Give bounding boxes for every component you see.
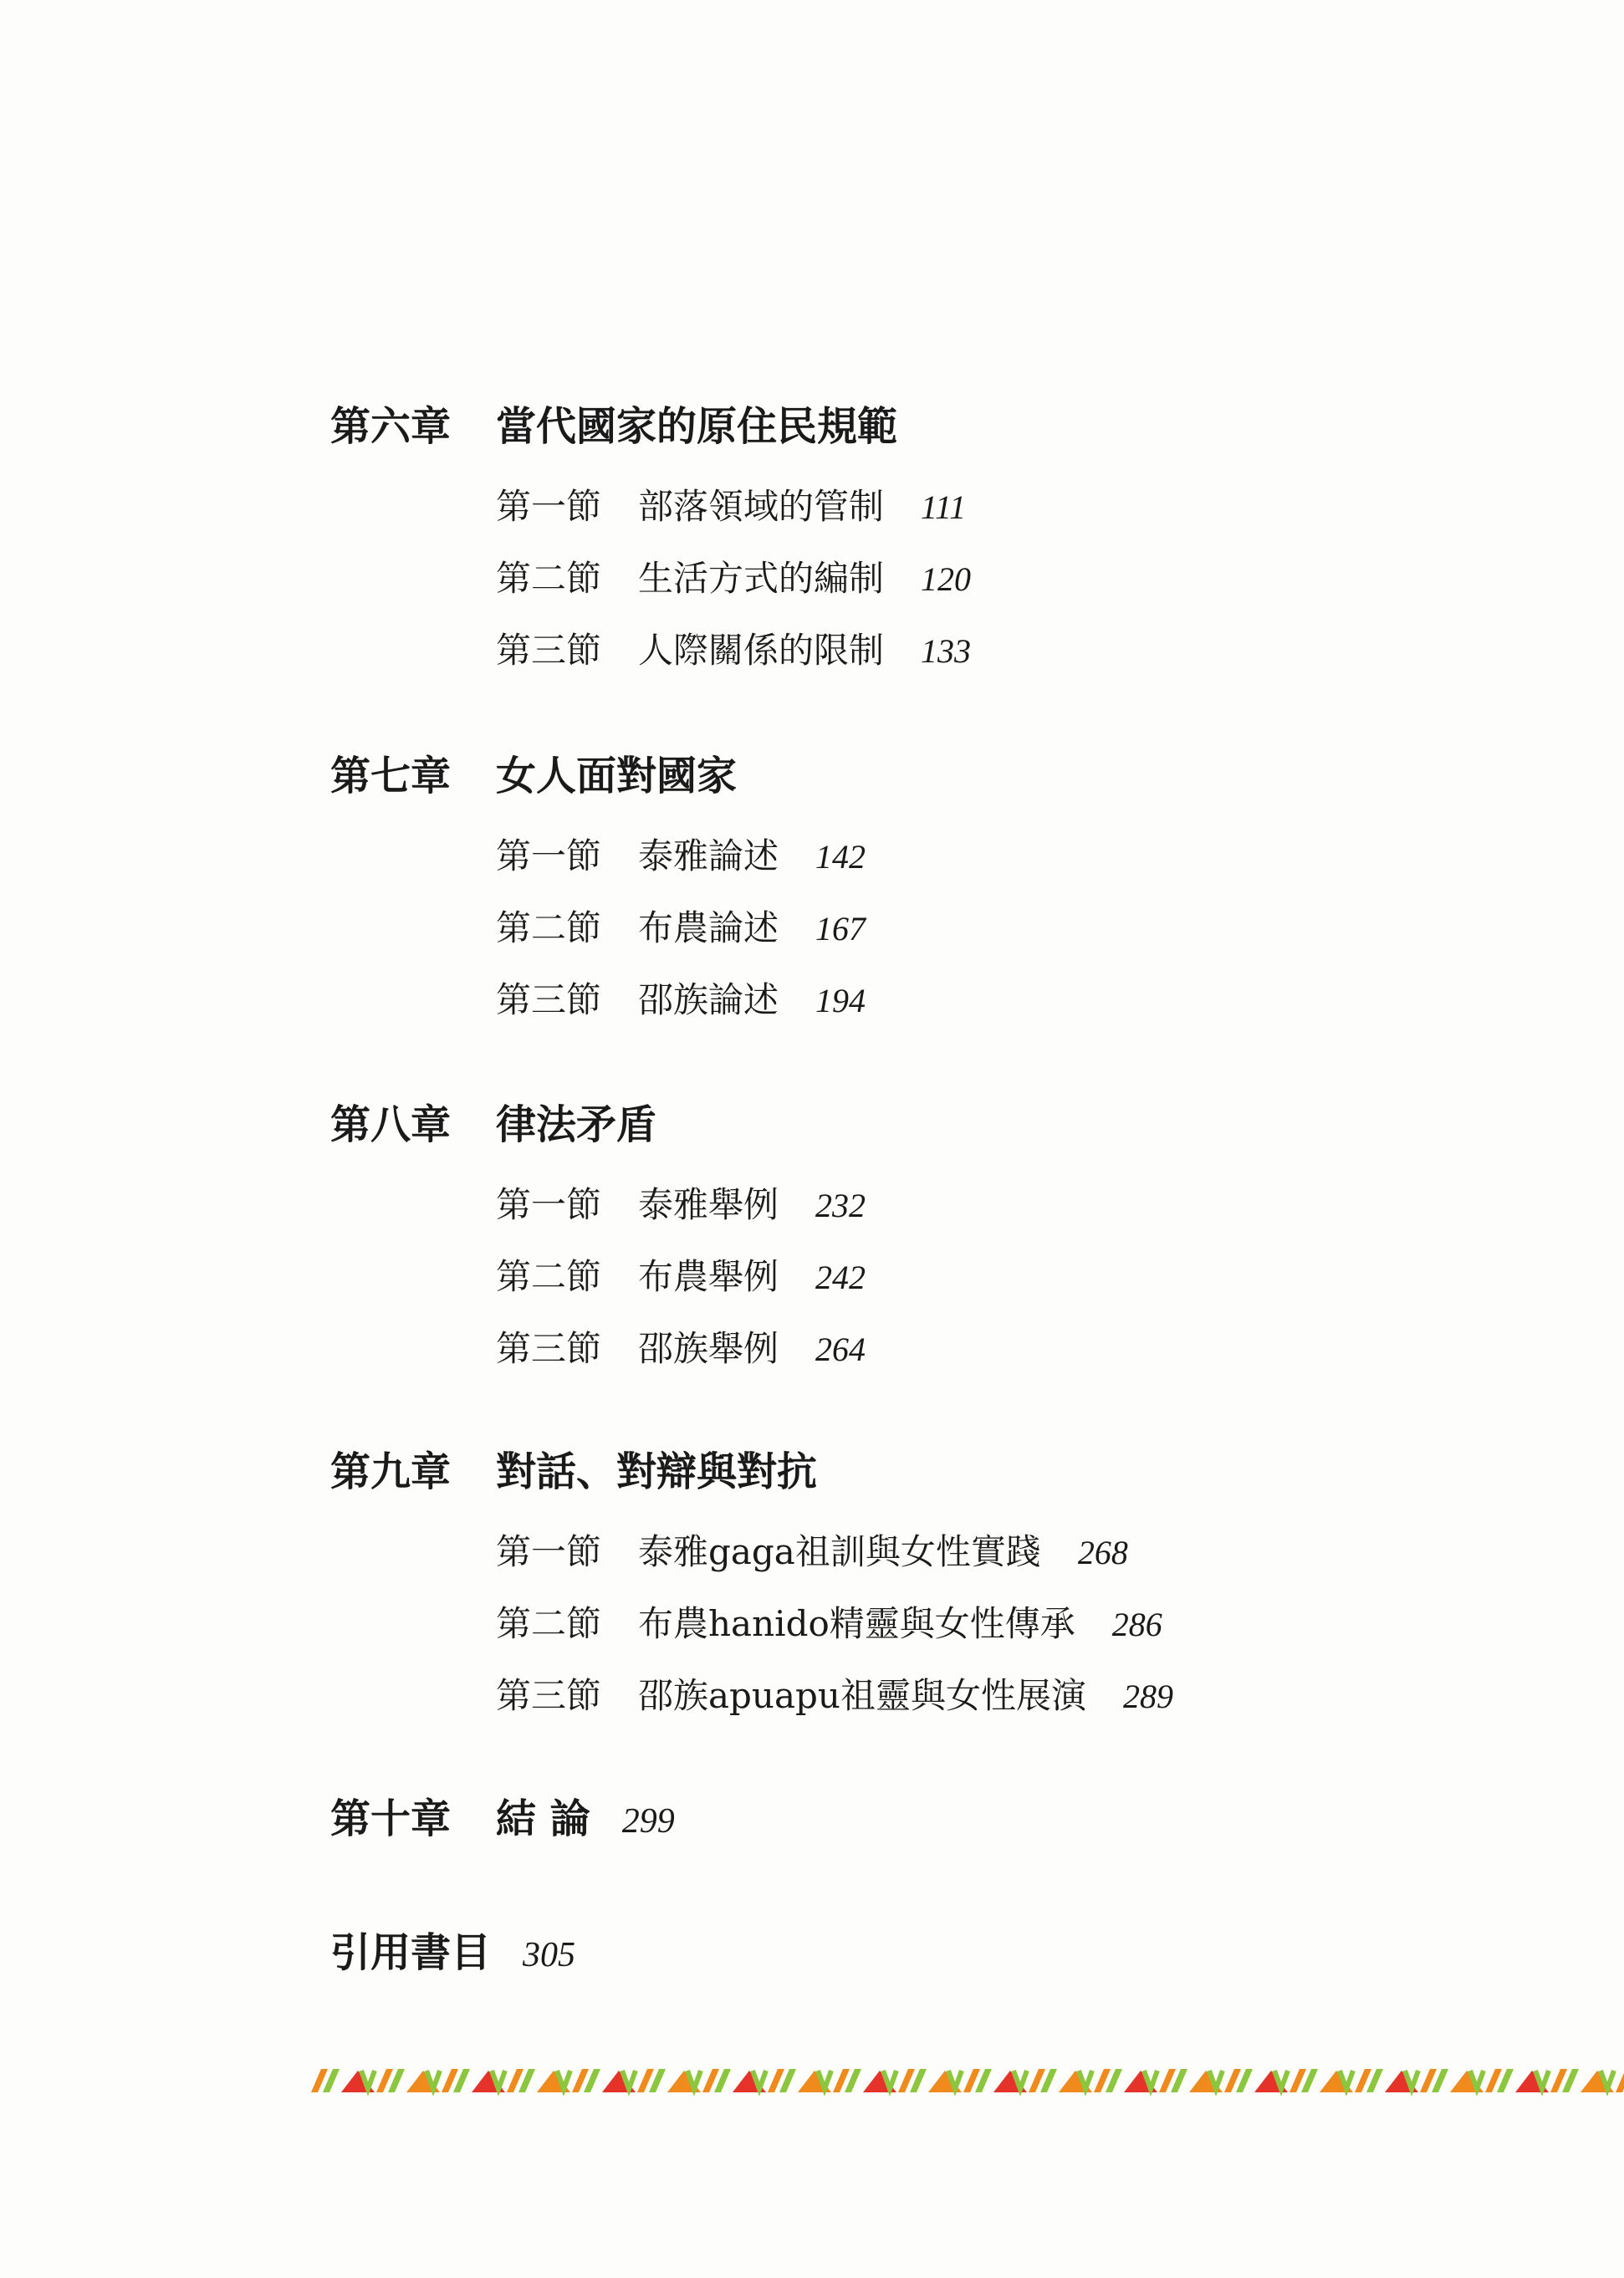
toc-entry[interactable] [496, 1255, 866, 1299]
toc-entry[interactable] [496, 1674, 1173, 1718]
page-number: 120 [921, 559, 972, 598]
toc-entry[interactable] [496, 557, 971, 600]
toc-entry[interactable] [496, 485, 971, 529]
page-number: 167 [815, 909, 866, 947]
section-title: 布農論述 [638, 907, 779, 948]
bibliography-heading[interactable] [330, 1928, 575, 1978]
section-number: 第二節 [496, 1255, 602, 1297]
section-title: 生活方式的編制 [638, 557, 885, 599]
toc-entry[interactable] [496, 835, 866, 878]
chapter-title: 結 論 [496, 1795, 590, 1842]
chapter-number: 第八章 [330, 1101, 452, 1148]
section-number: 第二節 [496, 557, 602, 599]
page-number: 232 [815, 1186, 866, 1224]
section-number: 第三節 [496, 978, 602, 1020]
toc-chapter-9 [330, 1413, 1173, 1746]
page-number: 242 [815, 1258, 866, 1296]
zigzag-stroke [1616, 2069, 1624, 2092]
section-title: 邵族apuapu祖靈與女性展演 [638, 1674, 1086, 1716]
toc-bibliography [330, 1894, 575, 2011]
chapter-title: 對話、對辯與對抗 [496, 1448, 818, 1495]
page-number: 194 [815, 981, 866, 1019]
page-number: 133 [921, 631, 972, 670]
page-number: 305 [523, 1935, 576, 1974]
chapter-heading [330, 751, 866, 801]
toc-chapter-6 [330, 368, 971, 701]
chapter-number: 第九章 [330, 1448, 452, 1495]
page-number: 299 [621, 1801, 675, 1841]
section-number: 第三節 [496, 1327, 602, 1369]
chapter-heading [330, 1447, 1173, 1497]
page-number: 264 [815, 1330, 866, 1368]
toc-entry[interactable] [496, 1183, 866, 1227]
section-title: 人際關係的限制 [638, 629, 885, 671]
toc-entry[interactable] [496, 978, 866, 1022]
page-number: 289 [1122, 1677, 1173, 1715]
toc-chapter-10 [330, 1760, 675, 1877]
section-number: 第三節 [496, 629, 602, 671]
chapter-number: 第十章 [330, 1795, 452, 1842]
section-number: 第二節 [496, 907, 602, 948]
section-title: 泰雅舉例 [638, 1183, 779, 1225]
chapter-title: 律法矛盾 [496, 1101, 657, 1148]
chapter-heading [330, 401, 971, 452]
section-list [496, 1183, 866, 1371]
section-number: 第二節 [496, 1602, 602, 1644]
section-title: 邵族舉例 [638, 1327, 779, 1369]
section-title: 布農舉例 [638, 1255, 779, 1297]
section-number: 第一節 [496, 835, 602, 876]
chapter-number: 第七章 [330, 752, 452, 799]
toc-entry[interactable] [496, 1602, 1173, 1646]
page-number: 268 [1077, 1533, 1128, 1571]
section-number: 第三節 [496, 1674, 602, 1716]
page-number: 111 [921, 488, 967, 526]
section-list [496, 1530, 1173, 1718]
page-number: 142 [815, 837, 866, 876]
toc-chapter-7 [330, 718, 866, 1050]
section-title: 泰雅gaga祖訓與女性實踐 [638, 1530, 1041, 1572]
section-number: 第一節 [496, 1183, 602, 1225]
toc-entry[interactable] [496, 1327, 866, 1371]
toc-entry[interactable] [496, 1530, 1173, 1574]
section-list [496, 485, 971, 672]
section-title: 邵族論述 [638, 978, 779, 1020]
section-number: 第一節 [496, 1530, 602, 1572]
toc-entry[interactable] [496, 629, 971, 672]
bibliography-title: 引用書目 [330, 1928, 492, 1976]
toc-chapter-8 [330, 1066, 866, 1399]
section-title: 布農hanido精靈與女性傳承 [638, 1602, 1075, 1644]
section-list [496, 835, 866, 1022]
toc-entry[interactable] [496, 907, 866, 950]
page-number: 286 [1111, 1605, 1162, 1643]
section-number: 第一節 [496, 485, 602, 527]
section-title: 部落領域的管制 [638, 485, 885, 527]
chapter-number: 第六章 [330, 402, 452, 450]
chapter-heading[interactable] [330, 1794, 675, 1844]
chapter-title: 當代國家的原住民規範 [496, 402, 898, 450]
chapter-title: 女人面對國家 [496, 752, 738, 799]
chapter-heading [330, 1100, 866, 1150]
section-title: 泰雅論述 [638, 835, 779, 876]
zigzag-border-decoration [311, 2064, 1624, 2097]
